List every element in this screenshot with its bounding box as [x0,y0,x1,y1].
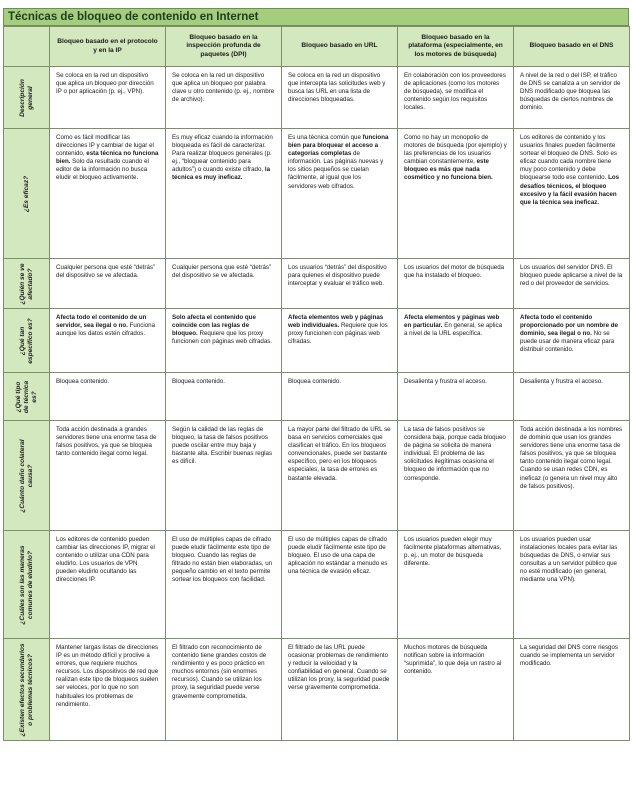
table-cell [514,531,630,639]
cell-text: Bloquea contenido. [288,378,341,385]
table-cell [166,259,282,309]
cell-text: Es muy eficaz cuando la información bloqueada es fácil de caracterizar. Para realizar bloqueos generales (p. ej., “bloquear contenido para adultos”) o cuando existe cifrado, [172,134,273,174]
corner-cell [4,27,50,67]
table-cell [398,129,514,259]
cell-text-bold: Afecta elementos web y páginas web individuales. [288,314,384,330]
cell-text: La tasa de falsos positivos se considera baja, porque cada bloqueo de página se solicita de manera individual. El problema de las solicitudes ilegítimas ocasiona el bloqueo de información que no corresponde. [404,426,506,482]
cell-text: En colaboración con los proveedores de aplicaciones (como los motores de búsqueda), se modifica el contenido según los requisitos locales. [404,72,506,112]
row-header [4,129,50,259]
row-header [4,639,50,741]
cell-text: Los usuarios del motor de búsqueda que ha instalado el bloqueo. [404,264,505,280]
table-cell [514,259,630,309]
table-cell [282,373,398,421]
table-row [4,421,630,531]
table-cell [514,309,630,373]
table-cell [166,531,282,639]
row-header [4,373,50,421]
cell-text: Como no hay un monopolio de motores de búsqueda (por ejemplo) y las preferencias de los usuarios cambian constantemente, [404,134,507,166]
cell-text: Los editores de contenido y los usuarios finales pueden fácilmente sortear el bloqueo de DNS. Solo es eficaz cuando cada nombre tiene muy poco contenido y debe bloquearse todo ese contenido. [520,134,617,182]
cell-text: Bloquea contenido. [172,378,225,385]
table-cell [166,309,282,373]
cell-text: Según la calidad de las reglas de bloqueo, la tasa de falsos positivos puede oscilar entre muy baja y bastante alta. Escribir buenas reglas es difícil. [172,426,273,466]
table-cell [50,373,166,421]
cell-text: Mantener largas listas de direcciones IP es un método difícil y proclive a errores, que requiere muchos recursos. Los dispositivos de red que realizan este tipo de bloqueos suelen ser veloces, por lo que no son habituales los problemas de rendimiento. [56,644,159,708]
cell-text: Cualquier persona que esté “detrás” del dispositivo se ve afectada. [172,264,272,280]
table-cell [282,129,398,259]
cell-text: Los usuarios pueden elegir muy fácilmente plataformas alternativas, p. ej., un motor de búsqueda diferente. [404,536,502,568]
cell-text: El filtrado con reconocimiento de contenido tiene grandes costos de rendimiento y es poco práctico en muchos entornos (sin enormes recursos). Cuando se utilizan los proxy, la seguridad puede verse gravemente comprometida. [172,644,267,700]
cell-text: A nivel de la red o del ISP, el tráfico de DNS se canaliza a un servidor de DNS modificado que bloquea las búsquedas de ciertos nombres de dominio. [520,72,621,112]
cell-text: Los usuarios del servidor DNS. El bloqueo puede aplicarse a nivel de la red o del proveedor de servicios. [520,264,623,288]
row-header-label: ¿Quién se ve afectado? [18,262,34,305]
cell-text: Los usuarios “detrás” del dispositivo para quienes el dispositivo puede interceptar y evaluar el tráfico web. [288,264,387,288]
cell-text: No se puede usar de manera eficaz para distribuir contenido. [520,330,615,354]
table-cell [50,531,166,639]
cell-text: Toda acción destinada a los nombres de dominio que usan los grandes servidores tiene una enorme tasa de falsos positivos, ya que se bloquea tanto contenido ilegal como legal. Cuando se usan redes CDN, es ineficaz (o genera un nivel muy alto de falsos positivos). [520,426,623,490]
cell-text: Desalienta y frustra el acceso. [520,378,603,385]
cell-text: Requiere que los proxy funcionen con páginas web cifradas. [288,322,388,346]
cell-text-bold: este bloqueo es más que nada cosmético y no funciona bien. [404,158,493,182]
cell-text: El filtrado de las URL puede ocasionar problemas de rendimiento y reducir la velocidad y la confiabilidad en general. Cuando se utilizan los proxy, la seguridad puede verse gravemente comprometida. [288,644,390,692]
cell-text: El uso de múltiples capas de cifrado puede eludir fácilmente este tipo de bloqueo. Cuando las reglas de filtrado no están bien elaboradas, un pequeño cambio en el texto permite sortear los bloqueos con facilidad. [172,536,273,584]
table-cell [166,421,282,531]
cell-text: de información. Las páginas nuevas y los sitios pequeños se cuelan fácilmente, al igual que los servidores web cifrados. [288,150,384,190]
cell-text: Bloquea contenido. [56,378,109,385]
table-cell [514,129,630,259]
cell-text: Se coloca en la red un dispositivo que aplica un bloqueo por dirección IP o por aplicación (p. ej., VPN). [56,72,154,96]
table-cell [166,67,282,129]
table-cell [282,531,398,639]
table-cell [398,67,514,129]
table-cell [50,67,166,129]
cell-text: Los usuarios pueden usar instalaciones locales para evitar las búsquedas de DNS, o enviar sus consultas a un servidor público que no esté modificado (en general, mediante una VPN). [520,536,618,584]
table-cell [282,639,398,741]
table-row [4,639,630,741]
page-title: Técnicas de bloqueo de contenido en Internet [3,8,629,26]
table-row [4,373,630,421]
comparison-table [3,26,630,741]
cell-text: Los editores de contenido pueden cambiar las direcciones IP, migrar el contenido o utilizar una CDN para eludirlo. Los usuarios de VPN pueden eludirlo ocultando las direcciones IP. [56,536,155,584]
table-cell [514,639,630,741]
cell-text: La seguridad del DNS corre riesgos cuando se implementa un servidor modificado. [520,644,619,668]
row-header [4,531,50,639]
cell-text-bold: funciona bien para bloquear el acceso a categorías completas [288,134,389,158]
table-cell [50,129,166,259]
table-cell [398,421,514,531]
document-page [3,8,629,794]
cell-text-bold: Solo afecta el contenido que coincide con las reglas de bloqueo. [172,314,256,338]
table-cell [398,373,514,421]
table-cell [50,639,166,741]
cell-text-bold: esta técnica no funciona bien. [56,150,159,166]
row-header-label: ¿Qué tan específico es? [18,317,34,364]
cell-text: La mayor parte del filtrado de URL se basa en servicios comerciales que clasifican el tráfico. En los bloqueos convencionales, puede ser bastante específico, pero en los bloqueos especiales, la tasa de errores es bastante elevada. [288,426,391,482]
table-cell [50,309,166,373]
row-header-label: ¿Qué tipo de técnica es? [14,380,38,413]
cell-text: Como es fácil modificar las direcciones IP y cambiar de lugar el contenido, [56,134,154,158]
table-row [4,67,630,129]
row-header [4,259,50,309]
table-cell [398,531,514,639]
table-cell [514,373,630,421]
cell-text-bold: Los desafíos técnicos, el bloqueo excesivo y la fácil evasión hacen que la técnica sea ineficaz. [520,174,620,206]
table-cell [514,67,630,129]
table-cell [398,259,514,309]
table-row [4,309,630,373]
table-row [4,259,630,309]
table-cell [398,309,514,373]
header-row [4,27,630,67]
table-cell [282,259,398,309]
cell-text: Se coloca en la red un dispositivo que aplica un bloqueo por palabra clave u otro contenido (p. ej., nombre de archivo). [172,72,275,104]
column-header: Bloqueo basado en la inspección profunda de paquetes (DPI) [166,27,282,67]
column-header: Bloqueo basado en la plataforma (especialmente, en los motores de búsqueda) [398,27,514,67]
cell-text-bold: Afecta todo el contenido de un servidor, sea ilegal o no. [56,314,147,330]
cell-text: Requiere que los proxy funcionen con páginas web cifradas. [172,330,273,346]
table-cell [282,67,398,129]
row-header-label: ¿Cuáles son las maneras comunes de eludirlo? [18,544,34,625]
cell-text: Cualquier persona que esté “detrás” del dispositivo se ve afectada. [56,264,156,280]
row-header [4,309,50,373]
table-cell [514,421,630,531]
cell-text: En general, se aplica a nivel de la URL específica. [404,322,503,338]
row-header-label: Descripción general [18,78,34,117]
cell-text-bold: Afecta elementos y páginas web en particular. [404,314,500,330]
row-header [4,67,50,129]
table-row [4,129,630,259]
table-row [4,531,630,639]
row-header-label: ¿Existen efectos secundarios o problemas técnicos? [18,642,34,737]
table-cell [50,421,166,531]
cell-text: Se coloca en la red un dispositivo que intercepta las solicitudes web y busca las URL en una lista de direcciones bloqueadas. [288,72,386,104]
cell-text: Funciona aunque los datos estén cifrados. [56,322,156,338]
table-cell [282,309,398,373]
table-cell [50,259,166,309]
row-header-label: ¿Cuánto daño colateral causa? [18,438,34,513]
cell-text-bold: la técnica es muy ineficaz. [172,166,271,182]
column-header: Bloqueo basado en el DNS [514,27,630,67]
cell-text: El uso de múltiples capas de cifrado puede eludir fácilmente este tipo de bloqueo. El uso de una capa de aplicación no estándar a menudo es una técnica de evasión eficaz. [288,536,388,576]
cell-text-bold: Afecta todo el contenido proporcionado por un nombre de dominio, sea ilegal o no. [520,314,618,338]
table-cell [282,421,398,531]
table-cell [398,639,514,741]
row-header [4,421,50,531]
cell-text: Es una técnica común que [288,134,363,141]
cell-text: Muchos motores de búsqueda notifican sobre la información “suprimida”, lo que deja un rastro al contenido. [404,644,502,676]
table-cell [166,129,282,259]
row-header-label: ¿Es eficaz? [22,175,30,212]
cell-text: Solo da resultado cuando el editor de la información no busca eludir el bloqueo activamente. [56,158,149,182]
cell-text: Toda acción destinada a grandes servidores tiene una enorme tasa de falsos positivos, ya que se bloquea tanto contenido ilegal como legal. [56,426,157,458]
table-cell [166,373,282,421]
column-header: Bloqueo basado en el protocolo y en la IP [50,27,166,67]
table-cell [166,639,282,741]
column-header: Bloqueo basado en URL [282,27,398,67]
cell-text: Desalienta y frustra el acceso. [404,378,487,385]
